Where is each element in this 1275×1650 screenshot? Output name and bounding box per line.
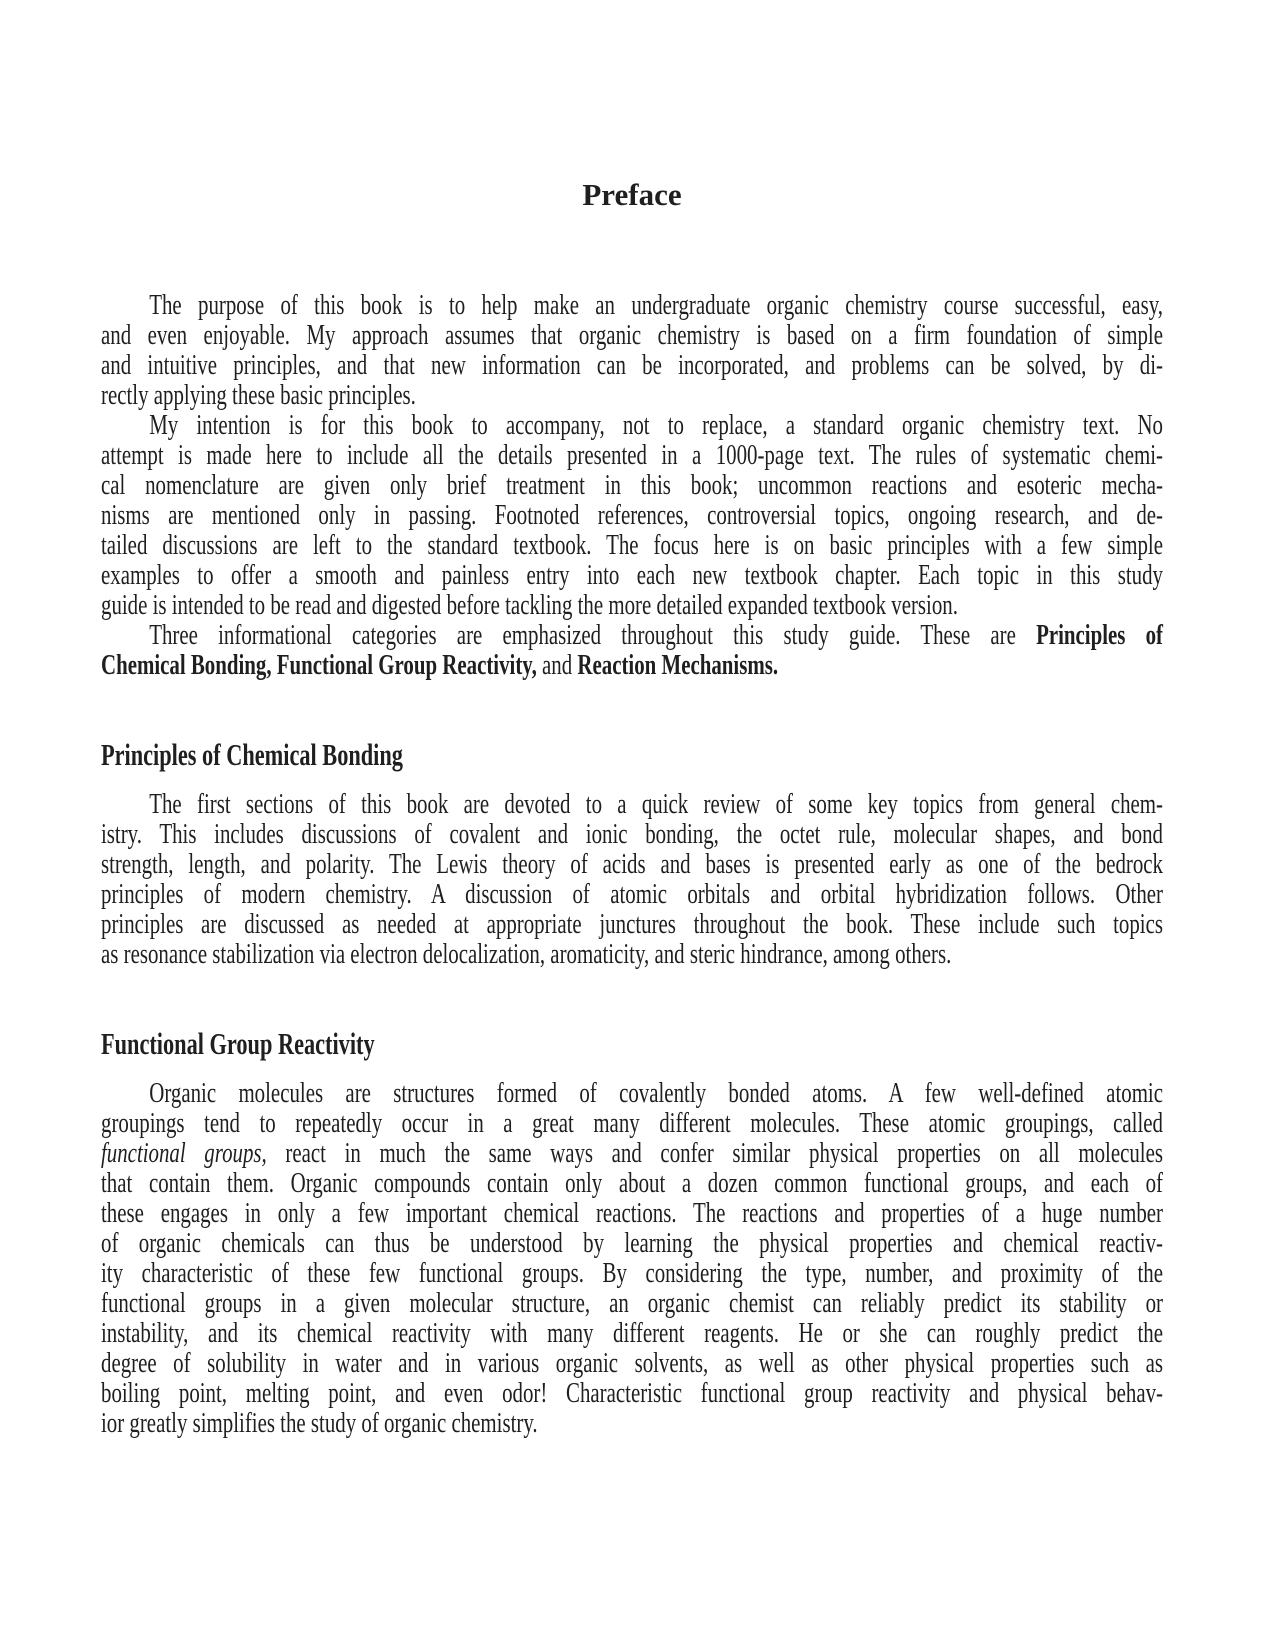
text-line: [101, 849, 1163, 879]
text-line: [101, 530, 1163, 560]
text-segment: ity characteristic of these few functional groups. By considering the type, number, and proximity of the: [101, 1257, 1163, 1289]
text-segment: functional groups,: [101, 1137, 267, 1169]
paragraph-intention: [101, 410, 1163, 620]
text-line: [101, 1348, 1163, 1378]
text-line: [101, 1198, 1163, 1228]
text-line: [101, 410, 1163, 440]
heading-functional-group-reactivity: Functional Group Reactivity: [101, 1026, 375, 1061]
text-line: [101, 1408, 1163, 1438]
text-segment: of organic chemicals can thus be understood by learning the physical properties and chemical reactiv-: [101, 1227, 1163, 1259]
text-line: [101, 789, 1163, 819]
page-title: Preface: [582, 177, 682, 212]
text-line: [101, 440, 1163, 470]
text-line: [101, 620, 1163, 650]
text-segment: degree of solubility in water and in various organic solvents, as well as other physical properties such as: [101, 1347, 1163, 1379]
text-segment: rectly applying these basic principles.: [101, 379, 416, 411]
text-segment: principles of modern chemistry. A discussion of atomic orbitals and orbital hybridization follows. Other: [101, 878, 1163, 910]
text-segment: that contain them. Organic compounds contain only about a dozen common functional groups, and each of: [101, 1167, 1163, 1199]
text-line: [101, 320, 1163, 350]
paragraph-categories: [101, 620, 1163, 680]
text-segment: react in much the same ways and confer similar physical properties on all molecules: [266, 1137, 1163, 1169]
text-segment: and even enjoyable. My approach assumes that organic chemistry is based on a firm foundation of simple: [101, 319, 1163, 351]
text-line: [101, 590, 1163, 620]
text-line: [101, 380, 1163, 410]
text-line: [101, 1138, 1163, 1168]
text-segment: Three informational categories are emphasized throughout this study guide. These are: [149, 619, 1037, 651]
text-segment: strength, length, and polarity. The Lewis theory of acids and bases is presented early as one of the bedrock: [101, 848, 1163, 880]
text-line: [101, 909, 1163, 939]
text-line: [101, 819, 1163, 849]
text-segment: and intuitive principles, and that new information can be incorporated, and problems can be solved, by di-: [101, 349, 1163, 381]
text-segment: guide is intended to be read and digested before tackling the more detailed expanded textbook version.: [101, 589, 958, 621]
text-segment: instability, and its chemical reactivity with many different reagents. He or she can roughly predict the: [101, 1317, 1163, 1349]
text-line: [101, 560, 1163, 590]
text-line: [101, 1378, 1163, 1408]
text-segment: Chemical Bonding, Functional Group Reactivity,: [101, 649, 537, 681]
text-line: [101, 290, 1163, 320]
text-line: [101, 500, 1163, 530]
text-segment: The first sections of this book are devoted to a quick review of some key topics from general chem-: [149, 788, 1164, 820]
text-line: [101, 939, 1163, 969]
text-segment: these engages in only a few important chemical reactions. The reactions and properties of a huge number: [101, 1197, 1163, 1229]
text-segment: as resonance stabilization via electron delocalization, aromaticity, and steric hindrance, among others.: [101, 938, 952, 970]
paragraph-chemical-bonding-overview: [101, 789, 1163, 969]
text-line: [101, 350, 1163, 380]
text-line: [101, 1168, 1163, 1198]
text-line: [101, 650, 1163, 680]
text-line: [101, 1318, 1163, 1348]
text-line: [101, 1258, 1163, 1288]
text-segment: Organic molecules are structures formed of covalently bonded atoms. A few well-defined atomic: [149, 1077, 1164, 1109]
text-segment: attempt is made here to include all the details presented in a 1000-page text. The rules of systematic chemi-: [101, 439, 1163, 471]
text-segment: Principles of: [1036, 619, 1163, 651]
text-line: [101, 1228, 1163, 1258]
text-segment: The purpose of this book is to help make an undergraduate organic chemistry course successful, easy,: [149, 289, 1164, 321]
text-segment: boiling point, melting point, and even odor! Characteristic functional group reactivity and physical behav-: [101, 1377, 1163, 1409]
text-line: [101, 470, 1163, 500]
text-segment: My intention is for this book to accompany, not to replace, a standard organic chemistry text. No: [149, 409, 1164, 441]
page-content: [101, 290, 1163, 1438]
text-line: [101, 1288, 1163, 1318]
text-line: [101, 1078, 1163, 1108]
paragraph-purpose: [101, 290, 1163, 410]
text-segment: principles are discussed as needed at appropriate junctures throughout the book. These include such topics: [101, 908, 1163, 940]
text-segment: cal nomenclature are given only brief treatment in this book; uncommon reactions and esoteric mecha-: [101, 469, 1163, 501]
text-line: [101, 879, 1163, 909]
text-segment: istry. This includes discussions of covalent and ionic bonding, the octet rule, molecular shapes, and bond: [101, 818, 1163, 850]
text-segment: functional groups in a given molecular structure, an organic chemist can reliably predict its stability or: [101, 1287, 1163, 1319]
text-segment: ior greatly simplifies the study of organic chemistry.: [101, 1407, 538, 1439]
heading-principles-of-chemical-bonding: Principles of Chemical Bonding: [101, 737, 403, 772]
paragraph-functional-group-overview: [101, 1078, 1163, 1438]
text-segment: and: [536, 649, 578, 681]
text-line: [101, 1108, 1163, 1138]
text-segment: nisms are mentioned only in passing. Footnoted references, controversial topics, ongoing research, and de-: [101, 499, 1163, 531]
text-segment: tailed discussions are left to the standard textbook. The focus here is on basic principles with a few simple: [101, 529, 1163, 561]
text-segment: groupings tend to repeatedly occur in a great many different molecules. These atomic groupings, called: [101, 1107, 1163, 1139]
text-segment: Reaction Mechanisms.: [577, 649, 779, 681]
text-segment: examples to offer a smooth and painless entry into each new textbook chapter. Each topic in this study: [101, 559, 1163, 591]
